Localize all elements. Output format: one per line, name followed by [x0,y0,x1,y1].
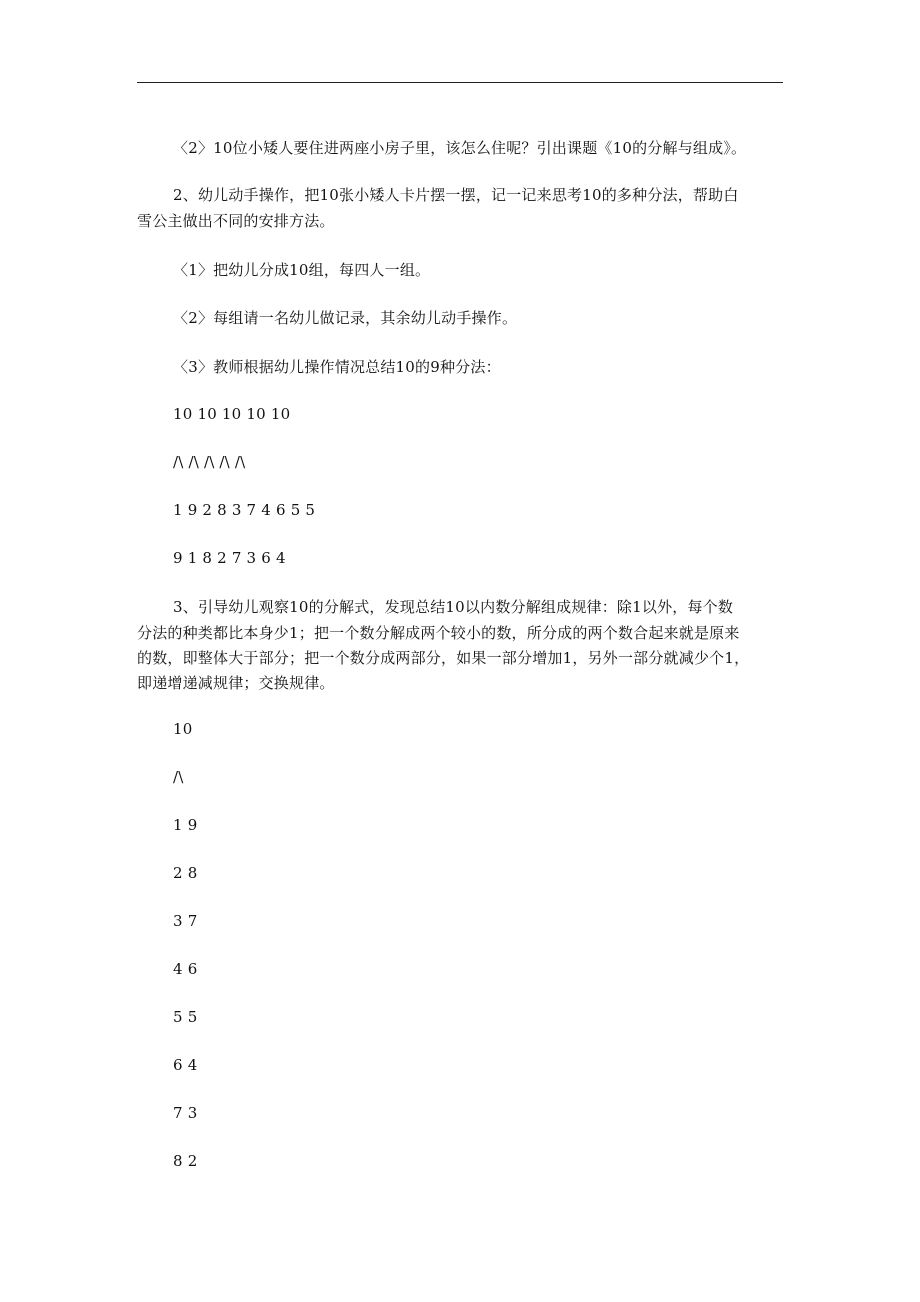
text-line-pair-4-6: 4 6 [173,960,198,978]
text-line-step-2-intro: 〈2〉10位小矮人要住进两座小房子里，该怎么住呢？引出课题《10的分解与组成》。 [173,139,747,157]
text-line-substep-3: 〈3〉教师根据幼儿操作情况总结10的9种分法： [173,358,501,376]
text-line-section-2-second: 雪公主做出不同的安排方法。 [137,212,335,230]
text-line-section-3-second: 分法的种类都比本身少1；把一个数分解成两个较小的数，所分成的两个数合起来就是原来 [137,624,740,642]
text-line-substep-2: 〈2〉每组请一名幼儿做记录，其余幼儿动手操作。 [173,309,518,327]
text-line-pair-8-2: 8 2 [173,1152,198,1170]
text-line-section-3-third: 的数，即整体大于部分；把一个数分成两部分，如果一部分增加1，另外一部分就减少个1， [137,649,750,667]
text-line-pair-3-7: 3 7 [173,912,198,930]
text-line-tens-row: 10 10 10 10 10 [173,405,291,423]
text-line-branch-row: /\ /\ /\ /\ /\ [173,453,246,471]
text-line-pair-7-3: 7 3 [173,1104,198,1122]
text-line-section-3-fourth: 即递增递减规律；交换规律。 [137,674,335,692]
text-line-pair-6-4: 6 4 [173,1056,198,1074]
text-line-ten: 10 [173,720,193,738]
header-rule [137,82,783,83]
text-line-parts-row-2: 9 1 8 2 7 3 6 4 [173,549,286,567]
text-line-branch: /\ [173,768,184,786]
text-line-section-2-first: 2、幼儿动手操作，把10张小矮人卡片摆一摆，记一记来思考10的多种分法，帮助白 [173,186,739,204]
text-line-section-3-first: 3、引导幼儿观察10的分解式，发现总结10以内数分解组成规律：除1以外，每个数 [173,598,734,616]
text-line-pair-2-8: 2 8 [173,864,198,882]
text-line-pair-5-5: 5 5 [173,1008,198,1026]
text-line-substep-1: 〈1〉把幼儿分成10组，每四人一组。 [173,261,431,279]
text-line-pair-1-9: 1 9 [173,816,198,834]
text-line-parts-row-1: 1 9 2 8 3 7 4 6 5 5 [173,501,316,519]
